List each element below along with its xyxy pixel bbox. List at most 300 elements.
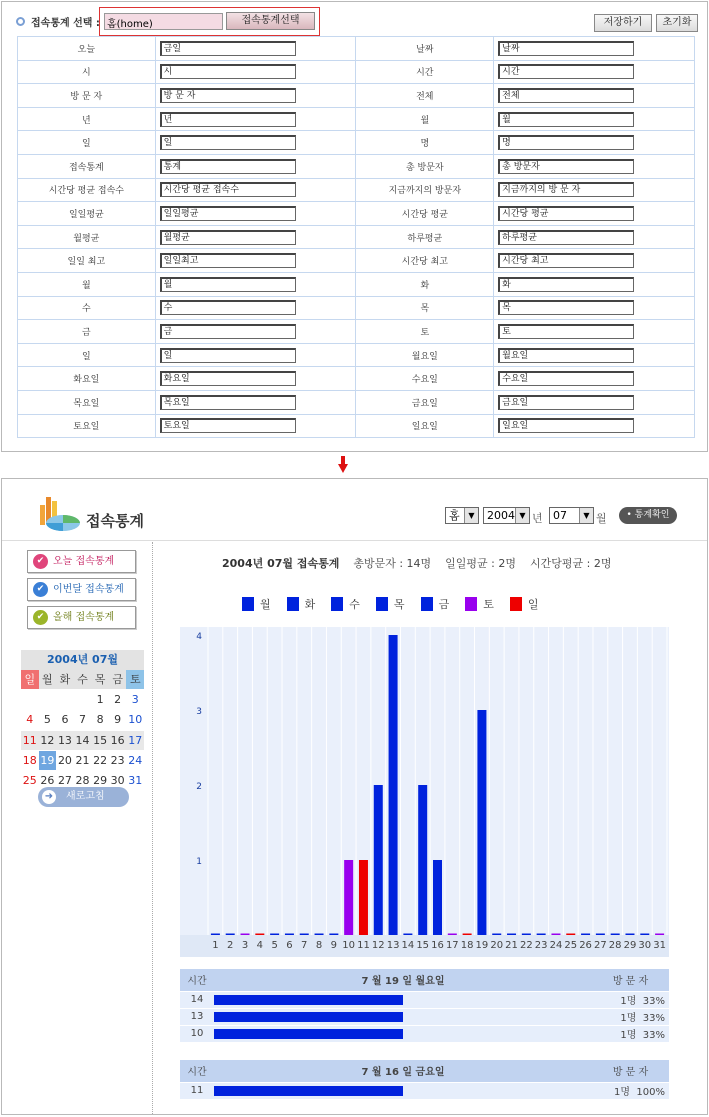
hour-cell: 14 [180,991,214,1008]
calendar-weekday: 일 [21,670,39,689]
chart-bar [270,934,279,936]
month-stats-button[interactable] [27,578,136,601]
legend-swatch [287,597,299,611]
legend-item [421,596,450,612]
text-input[interactable]: 시간당 평균 [498,206,634,221]
visitor-percent: 33% [642,1030,665,1041]
field-cell [155,249,356,273]
field-label: 시간당 평균 [356,202,494,226]
text-input[interactable]: 월요일 [498,348,634,363]
calendar-day[interactable]: 20 [57,753,72,767]
calendar-day[interactable]: 25 [22,773,37,787]
chart-bar [477,710,486,935]
field-label: 화요일 [18,367,156,391]
field-cell [155,84,356,108]
chart-bar [655,934,664,936]
form-row [18,390,695,414]
x-tick-label: 28 [608,940,622,951]
form-row [18,202,695,226]
field-label: 날짜 [356,37,494,61]
form-row [18,343,695,367]
stats-header [2,479,707,541]
legend-item [376,596,405,612]
form-row [18,131,695,155]
chart-bar [640,934,649,936]
field-cell [494,107,695,131]
x-tick-label: 4 [256,940,264,951]
calendar-day[interactable]: 30 [110,773,125,787]
text-input[interactable]: 일 [160,348,296,363]
select-label-row [16,14,100,29]
year-select[interactable] [483,507,530,524]
x-tick-label: 15 [416,940,430,951]
day-detail-table [180,1060,669,1100]
chart-bar [211,934,220,936]
table-row [180,1082,669,1099]
count-cell [592,991,669,1008]
chevron-down-icon: ▼ [515,508,529,523]
chart-bar [285,934,294,936]
field-cell [494,60,695,84]
field-label: 수요일 [356,367,494,391]
field-cell [494,390,695,414]
field-cell [155,343,356,367]
field-cell [494,296,695,320]
form-row [18,320,695,344]
chart-bar [507,934,516,936]
hour-column-header: 시간 [180,969,214,991]
field-label: 월요일 [356,343,494,367]
calendar-weekday-row [21,670,144,690]
field-cell [155,154,356,178]
field-cell [155,131,356,155]
field-label: 일일평균 [18,202,156,226]
hour-cell: 10 [180,1025,214,1042]
field-label: 수 [18,296,156,320]
field-cell [494,154,695,178]
calendar-day[interactable]: 6 [61,713,69,727]
form-row [18,414,695,438]
x-tick-label: 9 [330,940,338,951]
legend-label: 월 [260,598,271,611]
field-cell [155,107,356,131]
calendar-day[interactable]: 23 [110,753,125,767]
site-select-value: 홈 [449,509,460,522]
check-icon: ✔ [33,582,48,597]
x-tick-label: 12 [371,940,385,951]
field-cell [494,131,695,155]
legend-label: 수 [349,598,360,611]
x-tick-label: 30 [638,940,652,951]
text-input[interactable]: 목요일 [160,395,296,410]
field-label: 시 [18,60,156,84]
hour-column-header: 시간 [180,1060,214,1082]
x-tick-label: 10 [342,940,356,951]
visitor-count: 1명 [620,996,637,1007]
field-label: 일요일 [356,414,494,438]
chart-bar [581,934,590,936]
x-tick-label: 21 [505,940,518,951]
month-unit: 월 [596,512,607,525]
legend-item [287,596,316,612]
legend-item [510,596,539,612]
day-title: 7 월 19 일 월요일 [214,969,592,991]
legend-item [465,596,494,612]
calendar-day[interactable]: 14 [75,733,90,747]
stats-preview [1,478,708,1115]
field-cell [155,367,356,391]
refresh-label: 새로고침 [66,791,105,802]
chart-bar [374,785,383,935]
calendar-day[interactable]: 12 [40,733,55,747]
field-label: 시간당 평균 접속수 [18,178,156,202]
form-row [18,178,695,202]
arrow-right-icon: ➜ [42,790,56,804]
calendar-day[interactable]: 10 [128,713,143,727]
text-input[interactable]: 일 [160,135,296,150]
chart-bar [315,934,324,936]
field-label: 월 [356,107,494,131]
month-select[interactable] [549,507,594,524]
field-label: 시간당 최고 [356,249,494,273]
summary-daily-avg: 일일평균 : 2명 [445,557,516,570]
x-tick-label: 13 [386,940,400,951]
chart-bar [226,934,235,936]
chart-bar [403,934,412,936]
calendar-weekday: 토 [126,670,144,689]
calendar-day[interactable]: 7 [79,713,87,727]
visit-bar [214,1086,403,1096]
calendar-day[interactable]: 18 [22,753,37,767]
y-tick-label: 4 [196,632,202,642]
form-row [18,154,695,178]
legend-label: 화 [304,598,316,611]
y-tick-label: 1 [196,857,202,867]
chart-bar [492,934,501,936]
site-select-field[interactable]: 홈(home) [104,13,223,30]
chart-bar [359,860,368,935]
field-label: 전체 [356,84,494,108]
month-stats-label: 이번달 접속통계 [53,584,124,595]
text-input[interactable]: 시간당 평균 접속수 [160,182,296,197]
calendar-day[interactable]: 13 [57,733,72,747]
count-cell [592,1008,669,1025]
calendar-day[interactable]: 24 [128,753,143,767]
summary-heading: 2004년 07월 접속통계 [222,557,340,570]
calendar-day[interactable]: 17 [128,733,143,747]
calendar-day[interactable]: 27 [57,773,72,787]
field-cell [494,343,695,367]
legend-label: 일 [527,598,539,611]
bar-cell [214,1008,592,1025]
sidebar [2,542,153,1114]
visitor-percent: 100% [636,1087,665,1098]
calendar-day[interactable]: 28 [75,773,90,787]
calendar-title: 2004년 07월 [21,650,144,670]
legend-swatch [465,597,477,611]
day-detail-table [180,969,669,1043]
calendar-day[interactable]: 29 [93,773,108,787]
refresh-button[interactable] [38,787,129,807]
calendar-week [21,731,144,751]
chart-bar [625,934,634,936]
text-input[interactable]: 방 문 자 [160,88,296,103]
chart-logo-icon [37,493,81,533]
text-input[interactable]: 토요일 [160,418,296,433]
text-input[interactable]: 토 [498,324,634,339]
chart-bar [241,934,250,936]
chevron-down-icon: ▼ [579,508,593,523]
calendar-day [74,690,92,709]
field-cell [494,202,695,226]
chart-bar [596,934,605,936]
text-input[interactable]: 월 [160,277,296,292]
chart-bar [566,934,575,936]
text-input[interactable]: 통계 [160,159,296,174]
calendar-weekday: 금 [109,670,127,689]
check-icon: ✔ [33,610,48,625]
visitor-count: 1명 [614,1087,631,1098]
calendar-day[interactable]: 26 [40,773,55,787]
chart-bar [537,934,546,936]
field-label: 하루평균 [356,225,494,249]
visitor-count: 1명 [620,1013,637,1024]
field-label: 월 [18,272,156,296]
settings-panel [1,1,708,452]
x-tick-label: 20 [490,940,504,951]
count-cell [592,1082,669,1099]
field-cell [155,178,356,202]
chart-bar [300,934,309,936]
text-input[interactable]: 날짜 [498,41,634,56]
legend-label: 토 [483,598,494,611]
reset-button[interactable]: 초기화 [656,14,698,32]
calendar-day[interactable]: 4 [26,713,34,727]
field-label: 금요일 [356,390,494,414]
legend-swatch [331,597,343,611]
x-tick-label: 5 [271,940,278,951]
bar-cell [214,1025,592,1042]
field-label: 명 [356,131,494,155]
text-input[interactable]: 금 [160,324,296,339]
field-cell [155,37,356,61]
text-input[interactable]: 월평균 [160,230,296,245]
text-input[interactable]: 지금까지의 방 문 자 [498,182,634,197]
legend-swatch [376,597,388,611]
calendar-day[interactable]: 19 [39,751,57,770]
field-label: 토 [356,320,494,344]
visitor-percent: 33% [642,996,665,1007]
chevron-down-icon: ▼ [464,508,478,523]
text-input[interactable]: 명 [498,135,634,150]
x-tick-label: 3 [241,940,249,951]
confirm-stats-button[interactable]: • 통계확인 [619,507,677,524]
text-input[interactable]: 목 [498,300,634,315]
text-input[interactable]: 화 [498,277,634,292]
field-label: 화 [356,272,494,296]
hour-cell: 13 [180,1008,214,1025]
chart-bar [418,785,427,935]
calendar [21,670,144,791]
select-stat-button[interactable]: 접속통계선택 [226,12,315,30]
x-tick-label: 27 [594,940,607,951]
x-tick-label: 26 [579,940,592,951]
text-input[interactable]: 금요일 [498,395,634,410]
calendar-day[interactable]: 2 [114,693,122,707]
text-input[interactable]: 시간 [498,64,634,79]
calendar-weekday: 목 [91,670,109,689]
text-input[interactable]: 시 [160,64,296,79]
visit-bar [214,1012,403,1022]
text-input[interactable]: 금일 [160,41,296,56]
field-label: 방 문 자 [18,84,156,108]
calendar-week [21,690,144,710]
field-label: 일 [18,131,156,155]
visitors-column-header: 방 문 자 [592,969,669,991]
form-row [18,272,695,296]
y-tick-label: 3 [196,707,202,717]
day-title: 7 월 16 일 금요일 [214,1060,592,1082]
save-button[interactable]: 저장하기 [594,14,652,32]
x-tick-label: 17 [445,940,459,951]
form-row [18,37,695,61]
text-input[interactable]: 년 [160,112,296,127]
text-input[interactable]: 수요일 [498,371,634,386]
text-input[interactable]: 일일최고 [160,253,296,268]
site-select[interactable] [445,507,479,524]
field-cell [494,84,695,108]
text-input[interactable]: 총 방문자 [498,159,634,174]
today-stats-button[interactable] [27,550,136,573]
chart-bar [448,934,457,936]
calendar-week [21,710,144,730]
chart-bar [329,934,338,936]
field-cell [155,296,356,320]
select-label: 접속통계 선택 : [31,18,100,29]
chart-bar [463,934,472,936]
text-input[interactable]: 월 [498,112,634,127]
form-row [18,249,695,273]
month-select-value: 07 [553,509,567,522]
calendar-day[interactable]: 22 [93,753,108,767]
chart-bar [255,934,264,936]
x-tick-label: 24 [549,940,563,951]
field-label: 총 방문자 [356,154,494,178]
y-tick-label: 2 [196,782,202,792]
x-tick-label: 22 [519,940,533,951]
field-cell [494,272,695,296]
field-cell [494,249,695,273]
day-table-header [180,969,669,991]
visit-bar [214,995,403,1005]
table-row [180,1008,669,1025]
year-stats-button[interactable] [27,606,136,629]
field-label: 일 [18,343,156,367]
x-tick-label: 19 [475,940,489,951]
calendar-day[interactable]: 9 [114,713,122,727]
table-row [180,991,669,1008]
year-unit: 년 [532,512,543,525]
text-input[interactable]: 시간당 최고 [498,253,634,268]
visitor-percent: 33% [642,1013,665,1024]
field-cell [155,390,356,414]
legend-swatch [510,597,522,611]
chart-bar [611,934,620,936]
field-cell [494,37,695,61]
field-cell [494,367,695,391]
chart-bar [522,934,531,936]
calendar-day[interactable]: 16 [110,733,125,747]
bullet-icon [16,17,25,26]
x-tick-label: 8 [315,940,323,951]
text-input[interactable]: 일요일 [498,418,634,433]
year-stats-label: 올해 접속통계 [53,612,115,623]
text-input[interactable]: 화요일 [160,371,296,386]
calendar-day[interactable]: 3 [131,693,139,707]
field-cell [155,414,356,438]
chart-bar [344,860,353,935]
chart-bar [551,934,560,936]
field-cell [155,320,356,344]
form-row [18,296,695,320]
x-tick-label: 7 [301,940,308,951]
calendar-day [56,690,74,709]
check-icon: ✔ [33,554,48,569]
legend-swatch [421,597,433,611]
calendar-day [39,690,57,709]
x-tick-label: 18 [460,940,474,951]
calendar-day[interactable]: 1 [96,693,104,707]
visitor-count: 1명 [620,1030,637,1041]
text-input[interactable]: 일일평균 [160,206,296,221]
field-label: 지금까지의 방문자 [356,178,494,202]
legend-swatch [242,597,254,611]
field-cell [494,414,695,438]
calendar-day[interactable]: 8 [96,713,104,727]
field-label: 년 [18,107,156,131]
calendar-day[interactable]: 21 [75,753,90,767]
x-tick-label: 1 [212,940,219,951]
summary-total: 총방문자 : 14명 [353,557,432,570]
app-title: 접속통계 [86,512,144,530]
hour-cell: 11 [180,1082,214,1099]
legend-item [331,596,360,612]
daily-visits-chart [180,627,669,957]
x-tick-label: 29 [623,940,637,951]
calendar-day[interactable]: 5 [43,713,51,727]
down-arrow-icon [338,456,348,474]
calendar-day[interactable]: 11 [22,733,37,747]
text-input[interactable]: 수 [160,300,296,315]
label-settings-table [17,36,695,438]
field-label: 시간 [356,60,494,84]
legend-item [242,596,271,612]
x-tick-label: 2 [227,940,234,951]
x-tick-label: 11 [357,940,370,951]
year-select-value: 2004 [487,509,515,522]
field-cell [494,178,695,202]
today-stats-label: 오늘 접속통계 [53,556,115,567]
calendar-weekday: 수 [74,670,92,689]
field-label: 토요일 [18,414,156,438]
bar-cell [214,991,592,1008]
text-input[interactable]: 전체 [498,88,634,103]
day-table-header [180,1060,669,1082]
calendar-day[interactable]: 31 [128,773,143,787]
field-cell [155,272,356,296]
calendar-day[interactable]: 15 [93,733,108,747]
text-input[interactable]: 하루평균 [498,230,634,245]
